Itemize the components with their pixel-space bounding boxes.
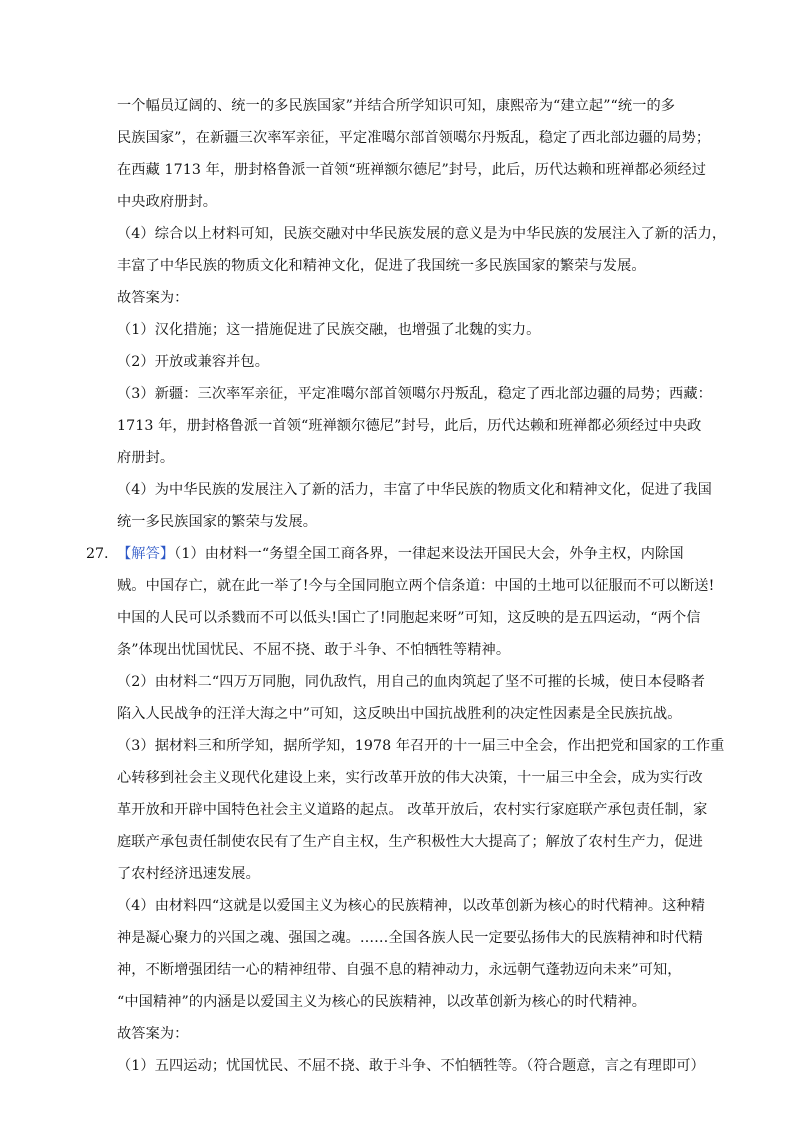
text-line: （4）综合以上材料可知，民族交融对中华民族发展的意义是为中华民族的发展注入了新的活力，	[117, 226, 727, 242]
answer-tag: 【解答】	[117, 546, 175, 562]
text-line: （3）据材料三和所学知，据所学知，1978 年召开的十一届三中全会，作出把党和国家的工作重	[117, 738, 725, 754]
text-line: 民族国家”，在新疆三次率军亲征，平定准噶尔部首领噶尔丹叛乱，稳定了西北部边疆的局势；	[117, 130, 711, 146]
text-line: 丰富了中华民族的物质文化和精神文化，促进了我国统一多民族国家的繁荣与发展。	[117, 258, 646, 274]
text-line: （1）汉化措施；这一措施促进了民族交融，也增强了北魏的实力。	[117, 322, 541, 338]
text-line: 府册封。	[117, 450, 175, 466]
text-line: 中央政府册封。	[117, 194, 218, 210]
question-text: （1）由材料一“务望全国工商各界，一律起来设法开国民大会，外争主权，内除国	[174, 546, 684, 562]
answer-heading: 故答案为：	[117, 1026, 189, 1042]
text-line: 一个幅员辽阔的、统一的多民族国家”并结合所学知识可知，康熙帝为“建立起”“统一的多	[117, 98, 676, 114]
text-line: 神，不断增强团结一心的精神纽带、自强不息的精神动力，永远朝气蓬勃迈向未来”可知，	[117, 962, 682, 978]
text-line: “中国精神”的内涵是以爱国主义为核心的民族精神，以改革创新为核心的时代精神。	[117, 994, 647, 1010]
text-line: 在西藏 1713 年，册封格鲁派一首领“班禅额尔德尼”封号，此后，历代达赖和班禅都必须经过	[117, 162, 707, 178]
text-line: 中国的人民可以杀戮而不可以低头!国亡了!同胞起来呀”可知，这反映的是五四运动，“两个信	[117, 610, 701, 626]
text-line: （1）五四运动；忧国忧民、不屈不挠、敢于斗争、不怕牺牲等。（符合题意，言之有理即可）	[117, 1058, 705, 1074]
question-first-line	[117, 544, 684, 564]
text-line: 1713 年，册封格鲁派一首领“班禅额尔德尼”封号，此后，历代达赖和班禅都必须经过中央政	[117, 418, 702, 434]
text-line: 心转移到社会主义现代化建设上来，实行改革开放的伟大决策，十一届三中全会，成为实行改	[117, 770, 703, 786]
text-line: 统一多民族国家的繁荣与发展。	[117, 514, 318, 530]
text-line: （3）新疆：三次率军亲征，平定准噶尔部首领噶尔丹叛乱，稳定了西北部边疆的局势；西藏：	[117, 386, 712, 402]
text-line: 陷入人民战争的汪洋大海之中”可知，这反映出中国抗战胜利的决定性因素是全民族抗战。	[117, 706, 682, 722]
text-line: 庭联产承包责任制使农民有了生产自主权，生产积极性大大提高了；解放了农村生产力，促进	[117, 834, 703, 850]
text-line: （2）开放或兼容并包。	[117, 354, 270, 370]
text-line: 神是凝心聚力的兴国之魂、强国之魂。……全国各族人民一定要弘扬伟大的民族精神和时代精	[117, 930, 703, 946]
answer-heading: 故答案为：	[117, 290, 189, 306]
text-line: （2）由材料二“四万万同胞，同仇敌忾，用自己的血肉筑起了坚不可摧的长城，使日本侵略者	[117, 674, 705, 690]
question-number: 27.	[86, 546, 109, 562]
text-line: 了农村经济迅速发展。	[117, 866, 260, 882]
text-line: （4）为中华民族的发展注入了新的活力，丰富了中华民族的物质文化和精神文化，促进了我国	[117, 482, 712, 498]
text-line: 革开放和开辟中国特色社会主义道路的起点。 改革开放后，农村实行家庭联产承包责任制，家	[117, 802, 708, 818]
text-line: （4）由材料四“这就是以爱国主义为核心的民族精神，以改革创新为核心的时代精神。这种精	[117, 898, 705, 914]
text-line: 条”体现出忧国忧民、不屈不挠、敢于斗争、不怕牺牲等精神。	[117, 642, 511, 658]
text-line: 贼。中国存亡，就在此一举了!今与全国同胞立两个信条道：中国的土地可以征服而不可以断送!	[117, 578, 715, 594]
